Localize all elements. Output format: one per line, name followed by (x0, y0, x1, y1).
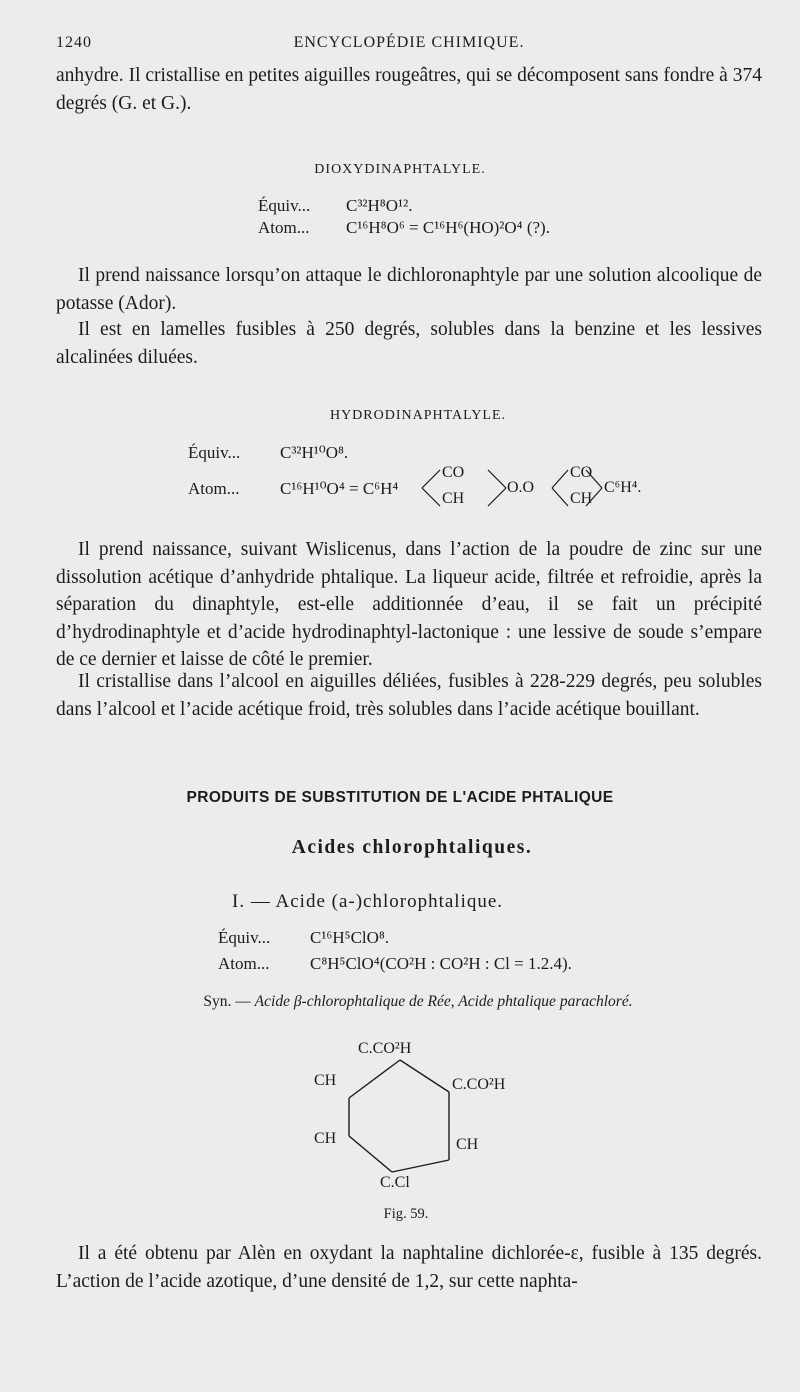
hydro-paragraph-2: Il cristallise dans l’alcool en aiguilles déliées, fusibles à 228-229 degrés, peu solubles dans l’alcool et l’acide acétique froid, très solubles dans l’acide acétique bouillant. (56, 671, 762, 720)
bridge: O.O (507, 479, 535, 496)
acid-title: I. — Acide (a-)chlorophtalique. (232, 891, 504, 912)
equiv-label: Équiv... (218, 928, 271, 947)
group-top-2: CO (570, 464, 593, 481)
equiv-label: Équiv... (188, 443, 241, 462)
ring-lower-right-label: CH (456, 1136, 479, 1153)
group-bottom-1: CH (442, 490, 465, 507)
page-number: 1240 (56, 34, 92, 51)
dioxy-paragraph-1: Il prend naissance lorsqu’on attaque le dichloronaphtyle par une solution alcoolique de potasse (Ador). (56, 265, 762, 314)
syn-text: Acide β-chlorophtalique de Rée, Acide phtalique parachloré. (254, 993, 633, 1010)
closing-paragraph: Il a été obtenu par Alèn en oxydant la naphtaline dichlorée-ε, fusible à 135 degrés. L’action de l’acide azotique, d’une densité de 1,2, sur cette naphta- (56, 1243, 762, 1292)
subsection-heading: Acides chlorophtaliques. (291, 837, 533, 858)
atom-formula: C⁸H⁵ClO⁴(CO²H : CO²H : Cl = 1.2.4). (310, 954, 572, 973)
ring-top-label: C.CO²H (358, 1040, 412, 1057)
dioxy-paragraph-2: Il est en lamelles fusibles à 250 degrés, solubles dans la benzine et les lessives alcalinées diluées. (56, 319, 762, 368)
ring-upper-left-label: CH (314, 1072, 337, 1089)
equiv-formula: C¹⁶H⁵ClO⁸. (310, 928, 390, 947)
atom-label: Atom... (188, 479, 240, 498)
atom-formula: C¹⁶H⁸O⁶ = C¹⁶H⁶(HO)²O⁴ (?). (346, 218, 550, 237)
running-title: ENCYCLOPÉDIE CHIMIQUE. (293, 34, 525, 51)
syn-label: Syn. — (203, 993, 251, 1010)
atom-formula-start: C¹⁶H¹⁰O⁴ = C⁶H⁴ (280, 479, 399, 498)
ring-lower-left-label: CH (314, 1130, 337, 1147)
section-title-hydrodinaphtalyle: HYDRODINAPHTALYLE. (329, 408, 507, 423)
ring-upper-right-label: C.CO²H (452, 1076, 506, 1093)
ring-bottom-label: C.Cl (380, 1174, 410, 1191)
atom-label: Atom... (218, 954, 270, 973)
section-heading: PRODUITS DE SUBSTITUTION DE L'ACIDE PHTALIQUE (186, 789, 614, 806)
group-top-1: CO (442, 464, 465, 481)
equiv-label: Équiv... (258, 196, 311, 215)
equiv-formula: C³²H⁸O¹². (346, 196, 413, 215)
atom-formula-end: C⁶H⁴. (604, 479, 642, 496)
section-title-dioxydinaphtalyle: DIOXYDINAPHTALYLE. (314, 162, 486, 177)
hydro-paragraph-1: Il prend naissance, suivant Wislicenus, dans l’action de la poudre de zinc sur une dissolution acétique d’anhydride phtalique. La liqueur acide, filtrée et refroidie, après la séparation du dinaphtyle, est-elle additionnée d’eau, il se fait un précipité d’hydrodinaphtyle et d’acide hydrodinaphtyl-lactonique : une lessive de soude s’empare de ce dernier et laisse de côté le premier. (56, 539, 762, 670)
group-bottom-2: CH (570, 490, 593, 507)
atom-label: Atom... (258, 218, 310, 237)
intro-paragraph: anhydre. Il cristallise en petites aiguilles rougeâtres, qui se décomposent sans fondre à 374 degrés (G. et G.). (56, 65, 762, 114)
equiv-formula: C³²H¹⁰O⁸. (280, 443, 349, 462)
figure-caption: Fig. 59. (383, 1206, 429, 1222)
